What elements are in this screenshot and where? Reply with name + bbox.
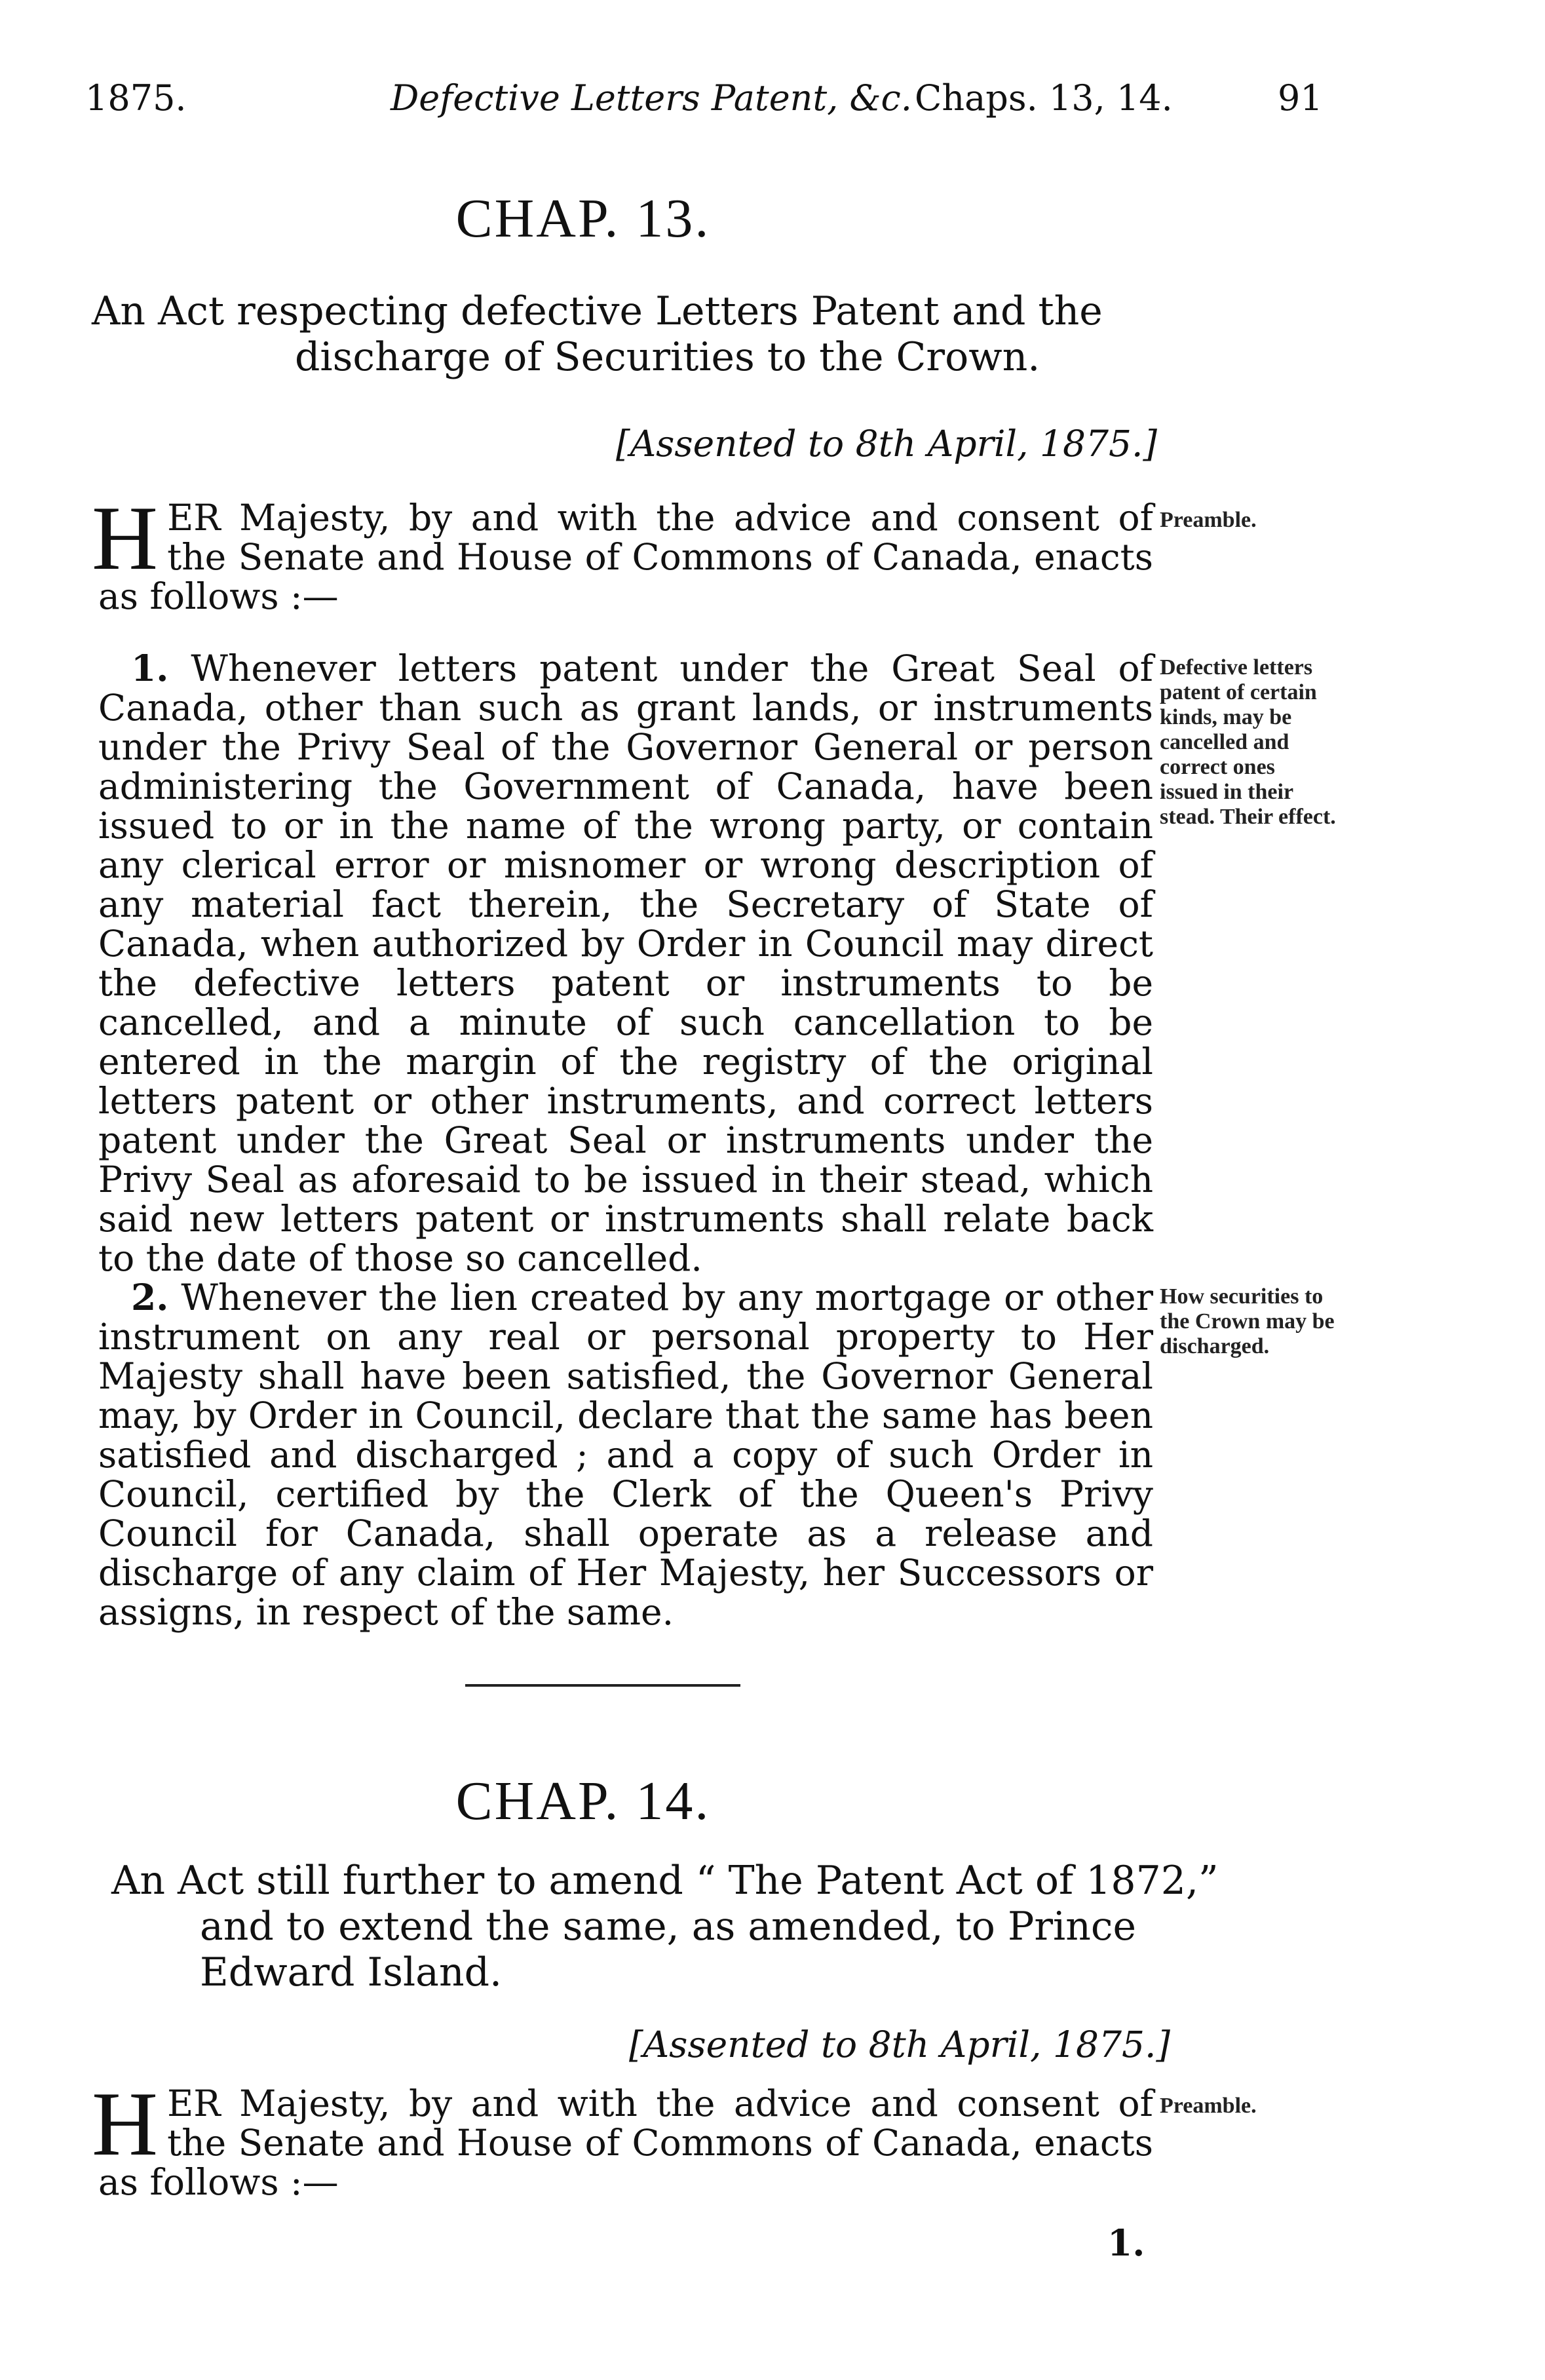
section-2-number: 2. [131, 1276, 169, 1318]
chapter-13-title-line1: An Act respecting defective Letters Patent and the [92, 288, 1103, 334]
preamble-dropcap: H [92, 488, 159, 589]
section-2-text: Whenever the lien created by any mortgage or other instrument on any real or personal property to Her Majesty shall have been satisfied, the Governor General may, by Order in Council, declare that the same has been satisfied and discharged ; and a copy of such Order in Council, certified by the Clerk of the Queen's Privy Council for Canada, shall operate as a release and discharge of any claim of Her Majesty, her Successors or assigns, in respect of the same. [98, 1276, 1153, 1633]
chapter-14-title-line1: An Act still further to amend “ The Patent Act of 1872,” [111, 1858, 1219, 1904]
preamble-dropcap: H [92, 2073, 159, 2175]
chapter-14-assented: [Assented to 8th April, 1875.] [629, 2024, 1170, 2065]
chapter-13-section-1-margin-note: Defective letters patent of certain kinds, may be cancelled and correct ones issued in their stead. Their effect. [1160, 655, 1336, 829]
chapter-divider [465, 1684, 740, 1687]
page-number: 91 [1278, 77, 1323, 119]
chapter-13-preamble [92, 488, 1153, 617]
header-chapters: Chaps. 13, 14. [915, 77, 1173, 119]
section-1-text: Whenever letters patent under the Great Seal of Canada, other than such as grant lands, or instruments under the Privy Seal of the Governor General or person administering the Government of Canada, have been issued to or in the name of the wrong party, or contain any clerical error or misnomer or wrong description of any material fact therein, the Secretary of State of Canada, when authorized by Order in Council may direct the defective letters patent or instruments to be cancelled, and a minute of such cancellation to be entered in the margin of the registry of the original letters patent or other instruments, and correct letters patent under the Great Seal or instruments under the Privy Seal as aforesaid to be issued in their stead, which said new letters patent or instruments shall relate back to the date of those so cancelled. [98, 647, 1154, 1279]
chapter-13-preamble-margin-note: Preamble. [1160, 508, 1257, 532]
chapter-14-title-line3: Edward Island. [200, 1949, 503, 1995]
chapter-13-section-1 [98, 649, 1153, 1278]
chapter-14-heading: CHAP. 14. [455, 1771, 711, 1832]
chapter-14-title-line2: and to extend the same, as amended, to Prince [200, 1904, 1136, 1949]
header-title: Defective Letters Patent, &c. [391, 77, 912, 119]
chapter-13-section-2 [98, 1278, 1153, 1632]
preamble-text: ER Majesty, by and with the advice and consent of the Senate and House of Commons of Canada, enacts as follows :— [98, 497, 1153, 617]
chapter-13-heading: CHAP. 13. [455, 188, 711, 249]
chapter-13-assented: [Assented to 8th April, 1875.] [616, 423, 1157, 465]
chapter-13-title-line2: discharge of Securities to the Crown. [295, 334, 1040, 380]
preamble-text: ER Majesty, by and with the advice and consent of the Senate and House of Commons of Canada, enacts as follows :— [98, 2082, 1153, 2203]
catchword: 1. [1107, 2221, 1145, 2264]
chapter-13-section-2-margin-note: How securities to the Crown may be discharged. [1160, 1284, 1335, 1358]
section-1-number: 1. [131, 647, 169, 689]
header-year: 1875. [85, 77, 187, 119]
chapter-14-preamble-margin-note: Preamble. [1160, 2094, 1257, 2118]
chapter-14-preamble [92, 2073, 1153, 2203]
